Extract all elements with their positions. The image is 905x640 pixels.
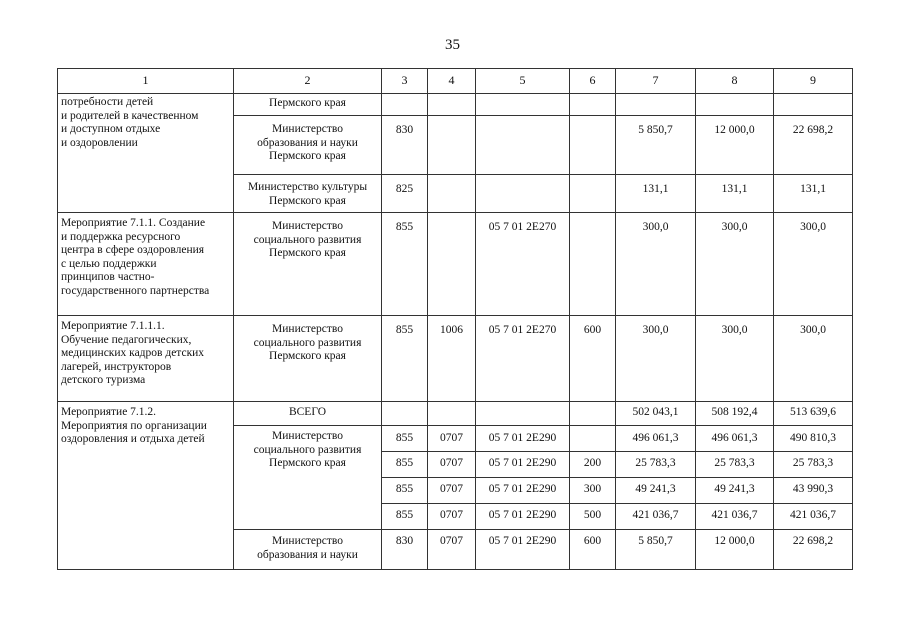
empty-cell bbox=[476, 402, 570, 426]
empty-cell bbox=[476, 94, 570, 116]
org-cell: Министерство социального развития Пермского края bbox=[234, 316, 382, 402]
value-cell: 49 241,3 bbox=[616, 478, 696, 504]
value-cell: 22 698,2 bbox=[774, 116, 853, 175]
empty-cell bbox=[428, 213, 476, 316]
code-cell: 855 bbox=[382, 316, 428, 402]
org-cell: Пермского края bbox=[234, 94, 382, 116]
code-cell: 825 bbox=[382, 175, 428, 213]
value-cell: 508 192,4 bbox=[696, 402, 774, 426]
value-cell: 5 850,7 bbox=[616, 530, 696, 570]
empty-cell bbox=[570, 94, 616, 116]
code-cell: 830 bbox=[382, 530, 428, 570]
code-cell: 05 7 01 2Е290 bbox=[476, 426, 570, 452]
org-cell: Министерство социального развития Пермского края bbox=[234, 213, 382, 316]
total-label: ВСЕГО bbox=[234, 402, 382, 426]
code-cell: 05 7 01 2Е290 bbox=[476, 530, 570, 570]
header-cell: 3 bbox=[382, 69, 428, 94]
value-cell: 421 036,7 bbox=[616, 504, 696, 530]
header-cell: 7 bbox=[616, 69, 696, 94]
code-cell: 05 7 01 2Е290 bbox=[476, 478, 570, 504]
table-row bbox=[58, 402, 853, 426]
value-cell: 300,0 bbox=[774, 316, 853, 402]
table-row bbox=[58, 213, 853, 316]
empty-cell bbox=[696, 94, 774, 116]
org-cell: Министерство образования и науки bbox=[234, 530, 382, 570]
value-cell: 131,1 bbox=[774, 175, 853, 213]
code-cell: 855 bbox=[382, 452, 428, 478]
org-cell: Министерство образования и науки Пермского края bbox=[234, 116, 382, 175]
empty-cell bbox=[774, 94, 853, 116]
empty-cell bbox=[382, 94, 428, 116]
event-description: Мероприятие 7.1.2. Мероприятия по организации оздоровления и отдыха детей bbox=[58, 402, 234, 570]
value-cell: 12 000,0 bbox=[696, 116, 774, 175]
header-cell: 5 bbox=[476, 69, 570, 94]
code-cell: 05 7 01 2Е270 bbox=[476, 316, 570, 402]
code-cell: 855 bbox=[382, 213, 428, 316]
value-cell: 49 241,3 bbox=[696, 478, 774, 504]
empty-cell bbox=[616, 94, 696, 116]
header-row bbox=[58, 69, 853, 94]
value-cell: 421 036,7 bbox=[696, 504, 774, 530]
value-cell: 496 061,3 bbox=[616, 426, 696, 452]
code-cell: 0707 bbox=[428, 504, 476, 530]
code-cell: 0707 bbox=[428, 478, 476, 504]
code-cell: 1006 bbox=[428, 316, 476, 402]
header-cell: 8 bbox=[696, 69, 774, 94]
value-cell: 513 639,6 bbox=[774, 402, 853, 426]
table-row bbox=[58, 316, 853, 402]
event-description: потребности детей и родителей в качественном и доступном отдыхе и оздоровлении bbox=[58, 94, 234, 213]
code-cell: 300 bbox=[570, 478, 616, 504]
value-cell: 421 036,7 bbox=[774, 504, 853, 530]
empty-cell bbox=[382, 402, 428, 426]
value-cell: 300,0 bbox=[696, 316, 774, 402]
value-cell: 5 850,7 bbox=[616, 116, 696, 175]
empty-cell bbox=[570, 402, 616, 426]
code-cell: 600 bbox=[570, 316, 616, 402]
empty-cell bbox=[476, 175, 570, 213]
value-cell: 490 810,3 bbox=[774, 426, 853, 452]
table-row bbox=[58, 94, 853, 116]
code-cell: 0707 bbox=[428, 452, 476, 478]
value-cell: 496 061,3 bbox=[696, 426, 774, 452]
budget-table bbox=[57, 68, 853, 570]
value-cell: 502 043,1 bbox=[616, 402, 696, 426]
empty-cell bbox=[428, 175, 476, 213]
event-description: Мероприятие 7.1.1.1. Обучение педагогических, медицинских кадров детских лагерей, инструкторов детского туризма bbox=[58, 316, 234, 402]
value-cell: 131,1 bbox=[696, 175, 774, 213]
code-cell: 500 bbox=[570, 504, 616, 530]
org-cell: Министерство социального развития Пермского края bbox=[234, 426, 382, 530]
code-cell: 0707 bbox=[428, 530, 476, 570]
code-cell: 600 bbox=[570, 530, 616, 570]
value-cell: 300,0 bbox=[774, 213, 853, 316]
value-cell: 300,0 bbox=[696, 213, 774, 316]
header-cell: 4 bbox=[428, 69, 476, 94]
empty-cell bbox=[570, 213, 616, 316]
code-cell: 0707 bbox=[428, 426, 476, 452]
header-cell: 1 bbox=[58, 69, 234, 94]
empty-cell bbox=[428, 402, 476, 426]
code-cell: 855 bbox=[382, 426, 428, 452]
value-cell: 22 698,2 bbox=[774, 530, 853, 570]
code-cell: 855 bbox=[382, 504, 428, 530]
page-number: 35 bbox=[445, 37, 460, 53]
code-cell bbox=[570, 426, 616, 452]
value-cell: 300,0 bbox=[616, 316, 696, 402]
code-cell: 05 7 01 2Е290 bbox=[476, 452, 570, 478]
value-cell: 25 783,3 bbox=[774, 452, 853, 478]
code-cell: 05 7 01 2Е290 bbox=[476, 504, 570, 530]
value-cell: 131,1 bbox=[616, 175, 696, 213]
code-cell: 855 bbox=[382, 478, 428, 504]
org-cell: Министерство культуры Пермского края bbox=[234, 175, 382, 213]
empty-cell bbox=[570, 116, 616, 175]
value-cell: 43 990,3 bbox=[774, 478, 853, 504]
code-cell: 830 bbox=[382, 116, 428, 175]
header-cell: 2 bbox=[234, 69, 382, 94]
code-cell: 05 7 01 2Е270 bbox=[476, 213, 570, 316]
value-cell: 12 000,0 bbox=[696, 530, 774, 570]
event-description: Мероприятие 7.1.1. Создание и поддержка ресурсного центра в сфере оздоровления с целью поддержки принципов частно- государственного партнерства bbox=[58, 213, 234, 316]
value-cell: 300,0 bbox=[616, 213, 696, 316]
empty-cell bbox=[476, 116, 570, 175]
empty-cell bbox=[428, 94, 476, 116]
empty-cell bbox=[428, 116, 476, 175]
empty-cell bbox=[570, 175, 616, 213]
code-cell: 200 bbox=[570, 452, 616, 478]
header-cell: 6 bbox=[570, 69, 616, 94]
value-cell: 25 783,3 bbox=[616, 452, 696, 478]
header-cell: 9 bbox=[774, 69, 853, 94]
value-cell: 25 783,3 bbox=[696, 452, 774, 478]
